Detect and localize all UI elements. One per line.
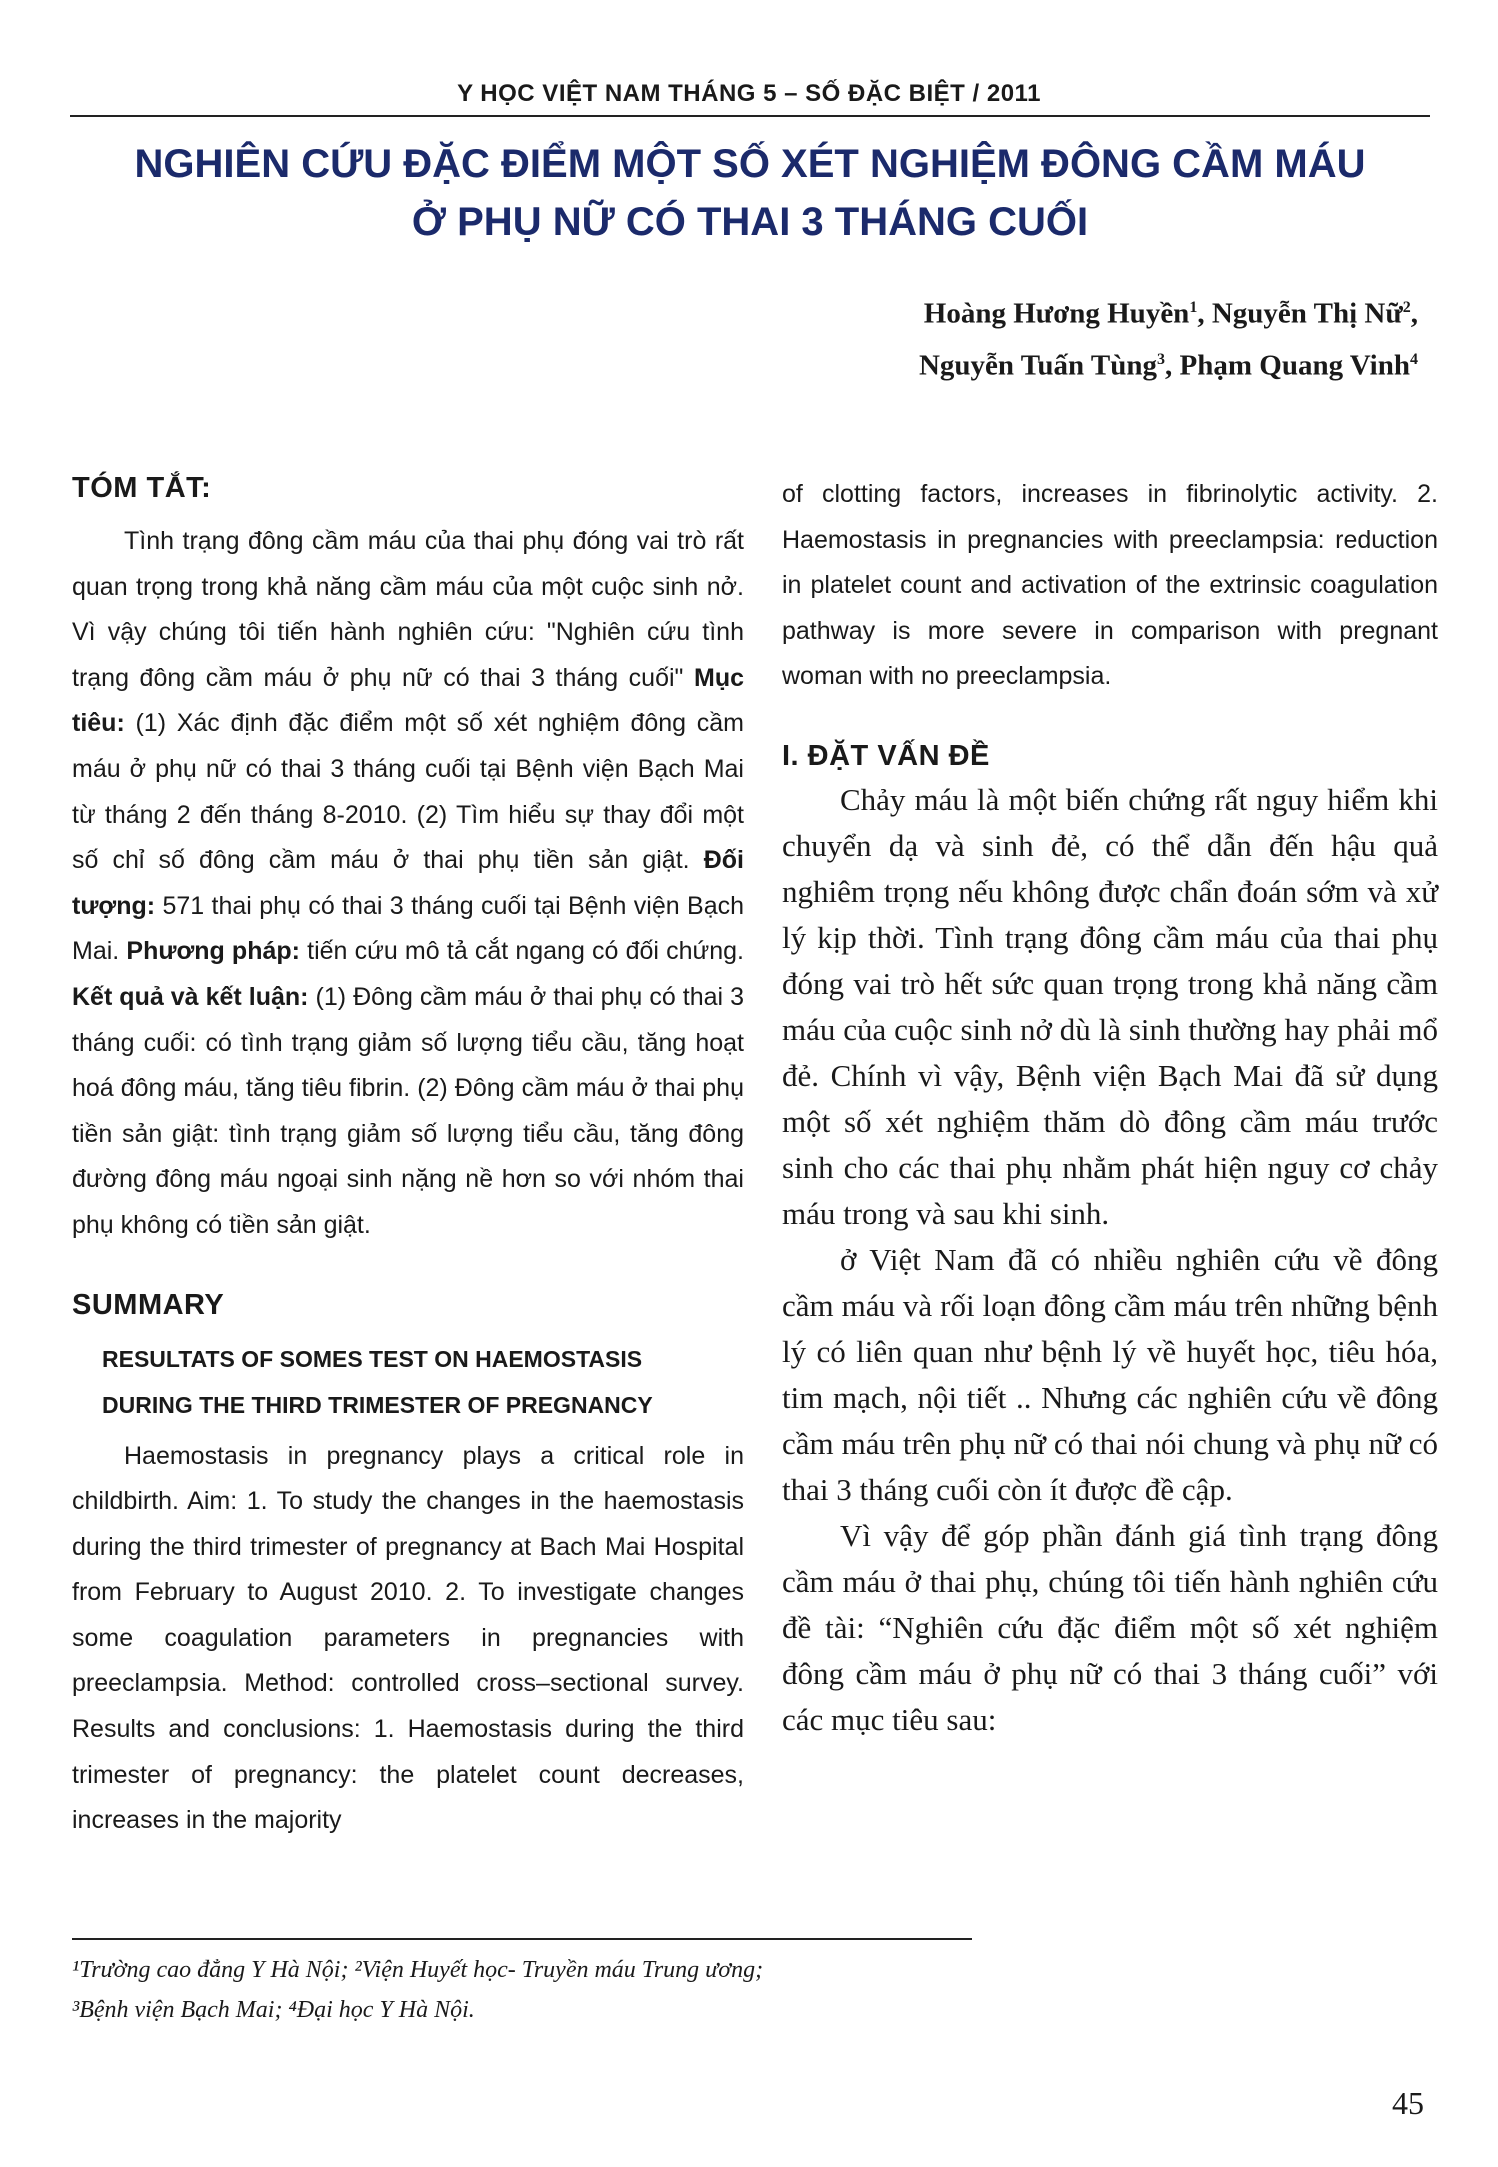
section-1-p3-text: Vì vậy để góp phần đánh giá tình trạng đông cầm máu ở thai phụ, chúng tôi tiến hành nghiên cứu đề tài: “Nghiên cứu đặc điểm một số xét nghiệm đông cầm máu ở phụ nữ có thai 3 tháng cuối” với các mục tiêu sau: bbox=[782, 1517, 1438, 1737]
summary-paragraph-continued: of clotting factors, increases in fibrinolytic activity. 2. Haemostasis in pregnancies with preeclampsia: reduction in platelet count and activation of the extrinsic coagulation pathway is more severe in comparison with pregnant woman with no preeclampsia. bbox=[782, 480, 1438, 691]
author-3-affil: 3 bbox=[1157, 350, 1166, 368]
doituong-label: Đối tượng: bbox=[72, 846, 744, 920]
author-2-affil: 2 bbox=[1402, 299, 1411, 316]
section-1-paragraph-2 bbox=[782, 1237, 1438, 1513]
summary-subtitle-line-2: DURING THE THIRD TRIMESTER OF PREGNANCY bbox=[102, 1391, 653, 1418]
summary-subtitle bbox=[102, 1336, 744, 1428]
tomtat-intro: Tình trạng đông cầm máu của thai phụ đóng vai trò rất quan trọng trong khả năng cầm máu của một cuộc sinh nở. Vì vậy chúng tôi tiến hành nghiên cứu: "Nghiên cứu tình trạng đông cầm máu ở phụ nữ có thai 3 tháng cuối" bbox=[72, 527, 744, 692]
muctieu-label: Mục tiêu: bbox=[72, 663, 744, 738]
footnote-line-1: ¹Trường cao đẳng Y Hà Nội; ²Viện Huyết học- Truyền máu Trung ương; bbox=[72, 1957, 764, 1983]
author-4: Phạm Quang Vinh bbox=[1179, 349, 1410, 382]
left-column bbox=[72, 472, 744, 1844]
footnotes bbox=[72, 1950, 1072, 2030]
section-1-paragraph-3 bbox=[782, 1513, 1438, 1743]
author-4-affil: 4 bbox=[1410, 350, 1418, 368]
author-list bbox=[658, 285, 1418, 388]
summary-paragraph bbox=[72, 1434, 744, 1844]
title-line-2: Ở PHỤ NỮ CÓ THAI 3 THÁNG CUỐI bbox=[411, 200, 1089, 244]
tomtat-heading: TÓM TẮT: bbox=[72, 472, 212, 504]
section-1-paragraph-1 bbox=[782, 777, 1438, 1237]
author-1: Hoàng Hương Huyền bbox=[923, 297, 1190, 330]
ketqua-label: Kết quả và kết luận: bbox=[72, 982, 309, 1011]
ketqua-text: (1) Đông cầm máu ở thai phụ có thai 3 tháng cuối: có tình trạng giảm số lượng tiểu cầu, tăng hoạt hoá đông máu, tăng tiêu fibrin. (2) Đông cầm máu ở thai phụ tiền sản giật: tình trạng giảm số lượng tiểu cầu, tăng đông đường đông máu ngoại sinh nặng nề hơn so với nhóm thai phụ không có tiền sản giật. bbox=[72, 982, 744, 1239]
author-1-affil: 1 bbox=[1189, 299, 1198, 316]
author-line-1: Hoàng Hương Huyền$^1$, Nguyễn Thị Nữ$^2$, bbox=[923, 297, 1418, 330]
header-rule bbox=[70, 115, 1430, 117]
phuongphap-label: Phương pháp: bbox=[126, 937, 300, 966]
summary-text: Haemostasis in pregnancy plays a critical role in childbirth. Aim: 1. To study the changes in the haemostasis during the third trimester of pregnancy at Bach Mai Hospital from February to August 2010. 2. To investigate changes some coagulation parameters in pregnancies with preeclampsia. Method: controlled cross–sectional survey. Results and conclusions: 1. Haemostasis during the third trimester of pregnancy: the platelet count decreases, increases in the majority bbox=[72, 1441, 744, 1835]
section-1-heading: I. ĐẶT VẤN ĐỀ bbox=[782, 739, 990, 772]
author-3: Nguyễn Tuấn Tùng bbox=[918, 349, 1158, 382]
article-title bbox=[70, 135, 1430, 251]
author-line-2: Nguyễn Tuấn Tùng$^3$, Phạm Quang Vinh$^4$ bbox=[918, 349, 1418, 382]
doituong-text: 571 thai phụ có thai 3 tháng cuối tại Bệnh viện Bạch Mai. bbox=[72, 891, 745, 966]
summary-subtitle-line-1: RESULTATS OF SOMES TEST ON HAEMOSTASIS bbox=[102, 1345, 643, 1372]
tomtat-paragraph bbox=[72, 519, 744, 1249]
page-number: 45 bbox=[1392, 2085, 1424, 2121]
section-1-p2-text: ở Việt Nam đã có nhiều nghiên cứu về đông cầm máu và rối loạn đông cầm máu trên những bệnh lý có liên quan như bệnh lý về huyết học, tiêu hóa, tim mạch, nội tiết .. Nhưng các nghiên cứu về đông cầm máu trên phụ nữ có thai nói chung và phụ nữ có thai 3 tháng cuối còn ít được đề cập. bbox=[782, 1241, 1438, 1507]
right-column bbox=[782, 472, 1438, 1743]
muctieu-text: (1) Xác định đặc điểm một số xét nghiệm đông cầm máu ở phụ nữ có thai 3 tháng cuối tại Bệnh viện Bạch Mai từ tháng 2 đến tháng 8-2010. (2) Tìm hiểu sự thay đổi một số chỉ số đông cầm máu ở thai phụ tiền sản giật. bbox=[72, 709, 744, 875]
section-1-p1-text: Chảy máu là một biến chứng rất nguy hiểm khi chuyển dạ và sinh đẻ, có thể dẫn đến hậu quả nghiêm trọng nếu không được chẩn đoán sớm và xử lý kịp thời. Tình trạng đông cầm máu của thai phụ đóng vai trò hết sức quan trọng trong khả năng cầm máu của cuộc sinh nở dù là sinh thường hay phải mổ đẻ. Chính vì vậy, Bệnh viện Bạch Mai đã sử dụng một số xét nghiệm thăm dò đông cầm máu trước sinh cho các thai phụ nhằm phát hiện nguy cơ chảy máu trong và sau khi sinh. bbox=[782, 781, 1438, 1231]
running-header: Y HỌC VIỆT NAM THÁNG 5 – SỐ ĐẶC BIỆT / 2011 bbox=[457, 80, 1041, 107]
footnote-rule bbox=[72, 1938, 972, 1940]
title-line-1: NGHIÊN CỨU ĐẶC ĐIỂM MỘT SỐ XÉT NGHIỆM ĐÔNG CẦM MÁU bbox=[134, 142, 1366, 186]
author-2: Nguyễn Thị Nữ bbox=[1211, 297, 1403, 330]
summary-heading: SUMMARY bbox=[72, 1288, 225, 1321]
phuongphap-text: tiến cứu mô tả cắt ngang có đối chứng. bbox=[307, 937, 745, 966]
footnote-line-2: ³Bệnh viện Bạch Mai; ⁴Đại học Y Hà Nội. bbox=[72, 1997, 475, 2023]
